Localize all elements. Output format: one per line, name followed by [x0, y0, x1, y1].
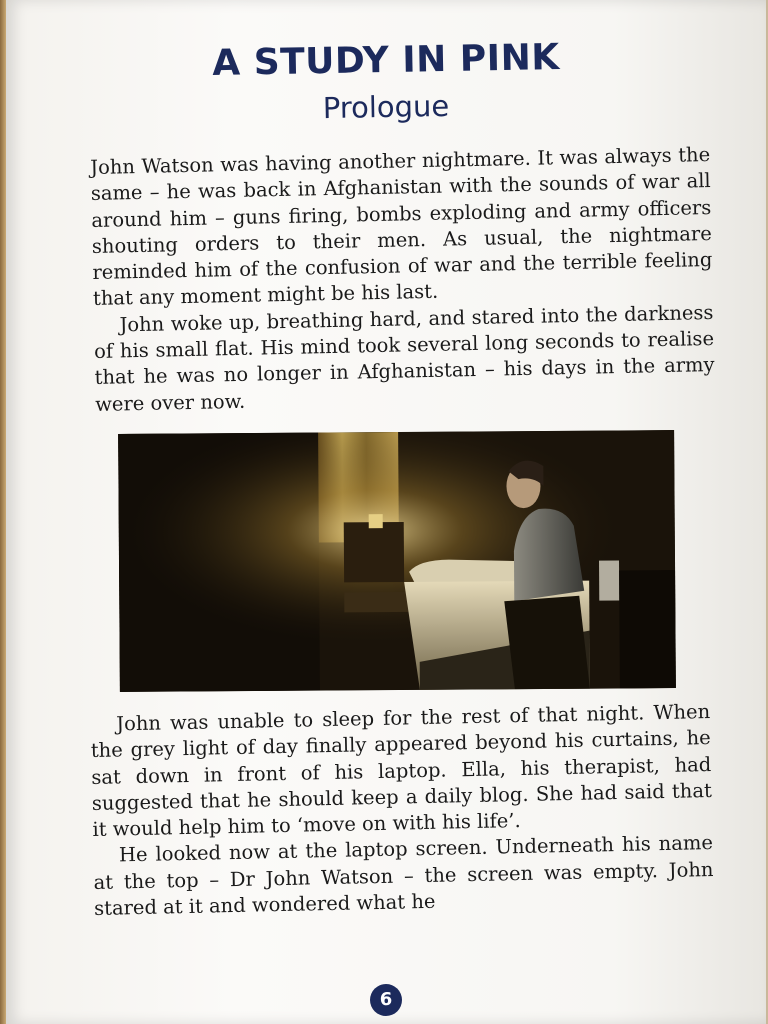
text-block-bottom	[90, 699, 714, 922]
paragraph: John was unable to sleep for the rest of that night. When the grey light of day finally appeared beyond his curtains, he sat down in front of his laptop. Ella, his therapist, had suggested that he should keep a daily blog. She had said that it would help him to ‘move on with his life’.	[90, 700, 713, 842]
paragraph: John Watson was having another nightmare. It was always the same – he was back in Afghanistan with the sounds of war all around him – guns firing, bombs exploding and army officers shouting orders to their men. As usual, the nightmare reminded him of the confusion of war and the terrible feeling that any moment might be his last.	[90, 143, 713, 311]
bedroom-scene-image	[118, 430, 676, 692]
chapter-subtitle: Prologue	[322, 88, 450, 126]
chapter-title: A STUDY IN PINK	[211, 36, 561, 85]
illustration-photo	[118, 430, 676, 692]
paragraph: John woke up, breathing hard, and stared into the darkness of his small flat. His mind took several long seconds to realise that he was no longer in Afghanistan – his days in the army were over now.	[93, 300, 715, 416]
book-page	[6, 0, 766, 1024]
paragraph: He looked now at the laptop screen. Underneath his name at the top – Dr John Watson – the screen was empty. John stared at it and wondered what he	[93, 831, 714, 921]
page-number-badge: 6	[370, 984, 402, 1016]
text-block-top	[90, 142, 715, 418]
